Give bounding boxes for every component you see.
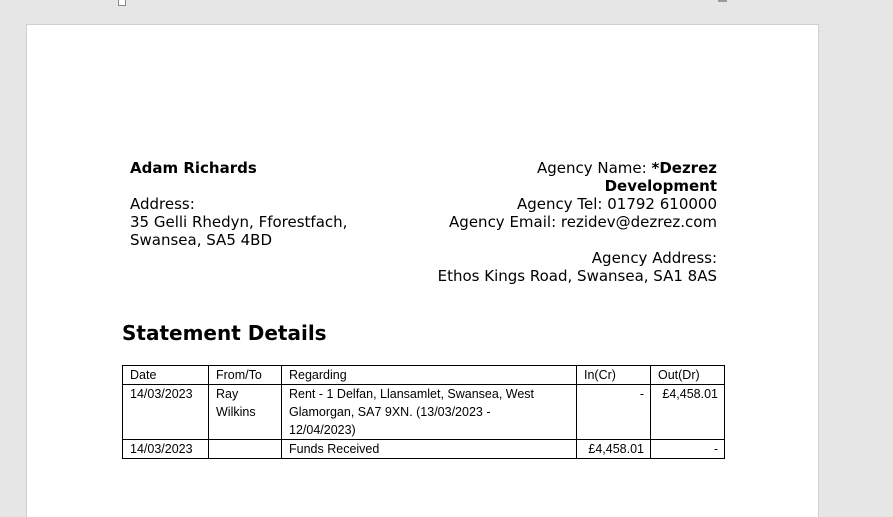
cell-in-cr: £4,458.01	[577, 440, 651, 459]
cell-from-to	[209, 440, 282, 459]
tenant-block	[130, 159, 390, 249]
tenant-address-line2: Swansea, SA5 4BD	[130, 231, 273, 249]
ruler-marker-right	[718, 0, 727, 2]
cell-regarding: Funds Received	[282, 440, 577, 459]
header-date: Date	[123, 366, 209, 385]
tenant-name: Adam Richards	[130, 159, 257, 177]
statement-table	[122, 365, 725, 459]
table-header-row	[123, 366, 725, 385]
agency-address-label: Agency Address:	[591, 249, 717, 267]
cell-date: 14/03/2023	[123, 440, 209, 459]
cell-regarding-line: 12/04/2023)	[289, 423, 356, 437]
cell-in-cr: -	[577, 385, 651, 440]
cell-regarding	[282, 385, 577, 440]
cell-out-dr: -	[651, 440, 725, 459]
tenant-address-label: Address:	[130, 195, 195, 213]
table-row	[123, 385, 725, 440]
tenant-address-line1: 35 Gelli Rhedyn, Fforestfach,	[130, 213, 348, 231]
agency-name-line	[417, 159, 717, 177]
cell-regarding-line: Glamorgan, SA7 9XN. (13/03/2023 -	[289, 405, 491, 419]
header-regarding: Regarding	[282, 366, 577, 385]
agency-tel: Agency Tel: 01792 610000	[517, 195, 717, 213]
header-from-to: From/To	[209, 366, 282, 385]
agency-name-value-2: Development	[604, 177, 717, 195]
cell-from-to-line: Ray	[216, 387, 239, 401]
cell-from-to	[209, 385, 282, 440]
ruler-marker-left	[118, 0, 126, 6]
section-title: Statement Details	[122, 321, 327, 345]
agency-name-value-1: *Dezrez	[651, 159, 717, 177]
cell-from-to-line: Wilkins	[216, 405, 256, 419]
cell-date: 14/03/2023	[123, 385, 209, 440]
header-in-cr: In(Cr)	[577, 366, 651, 385]
agency-address: Ethos Kings Road, Swansea, SA1 8AS	[437, 267, 717, 285]
agency-email: Agency Email: rezidev@dezrez.com	[449, 213, 717, 231]
header-out-dr: Out(Dr)	[651, 366, 725, 385]
document-page	[26, 24, 819, 517]
agency-name-label: Agency Name:	[536, 159, 652, 177]
cell-out-dr: £4,458.01	[651, 385, 725, 440]
agency-block	[417, 159, 717, 285]
table-row	[123, 440, 725, 459]
cell-regarding-line: Rent - 1 Delfan, Llansamlet, Swansea, West	[289, 387, 535, 401]
